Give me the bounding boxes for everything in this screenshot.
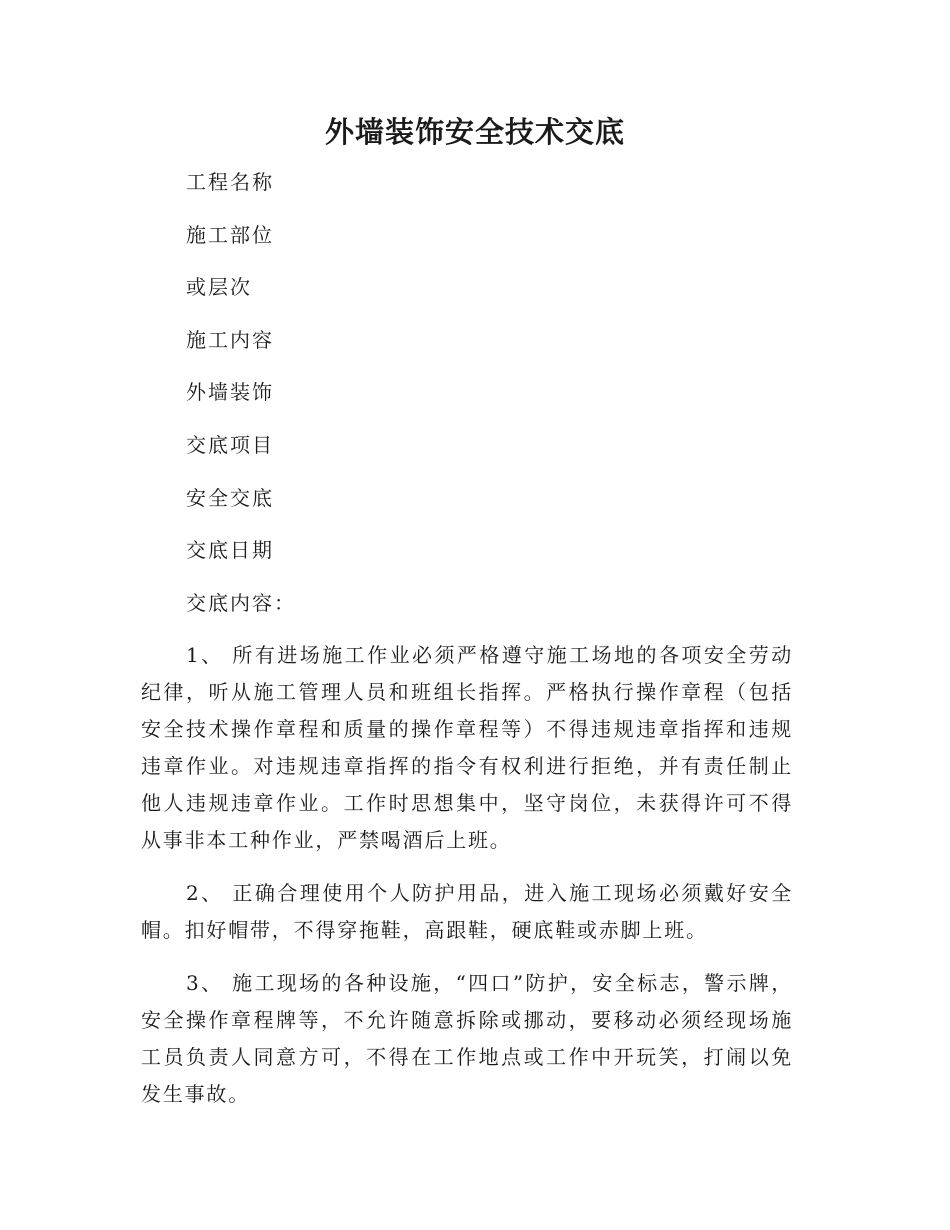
field-exterior-decoration: 外墙装饰	[186, 380, 274, 405]
paragraph-3: 3、 施工现场的各种设施，“四口”防护，安全标志，警示牌，安全操作章程牌等，不允许随意拆除或挪动，要移动必须经现场施工员负责人同意方可，不得在工作地点或工作中开玩笑，打闹以免发生事故。	[141, 971, 793, 1106]
field-construction-part: 施工部位	[186, 222, 274, 247]
field-safety-briefing: 安全交底	[186, 485, 274, 510]
field-briefing-content-label: 交底内容：	[186, 590, 296, 615]
field-project-name: 工程名称	[186, 170, 274, 194]
field-construction-content: 施工内容	[186, 327, 274, 352]
paragraph-2: 2、 正确合理使用个人防护用品，进入施工现场必须戴好安全帽。扣好帽带，不得穿拖鞋，高跟鞋，硬底鞋或赤脚上班。	[141, 881, 793, 942]
field-briefing-date: 交底日期	[186, 538, 274, 563]
field-or-level: 或层次	[186, 275, 252, 300]
paragraph-1: 1、 所有进场施工作业必须严格遵守施工场地的各项安全劳动纪律，听从施工管理人员和班组长指挥。严格执行操作章程（包括安全技术操作章程和质量的操作章程等）不得违规违章指挥和违规违章作业。对违规违章指挥的指令有权利进行拒绝，并有责任制止他人违规违章作业。工作时思想集中，坚守岗位，未获得许可不得从事非本工种作业，严禁喝酒后上班。	[141, 643, 793, 852]
field-briefing-item: 交底项目	[186, 432, 274, 457]
field-list	[186, 166, 296, 639]
document-title: 外墙装饰安全技术交底	[324, 115, 625, 149]
